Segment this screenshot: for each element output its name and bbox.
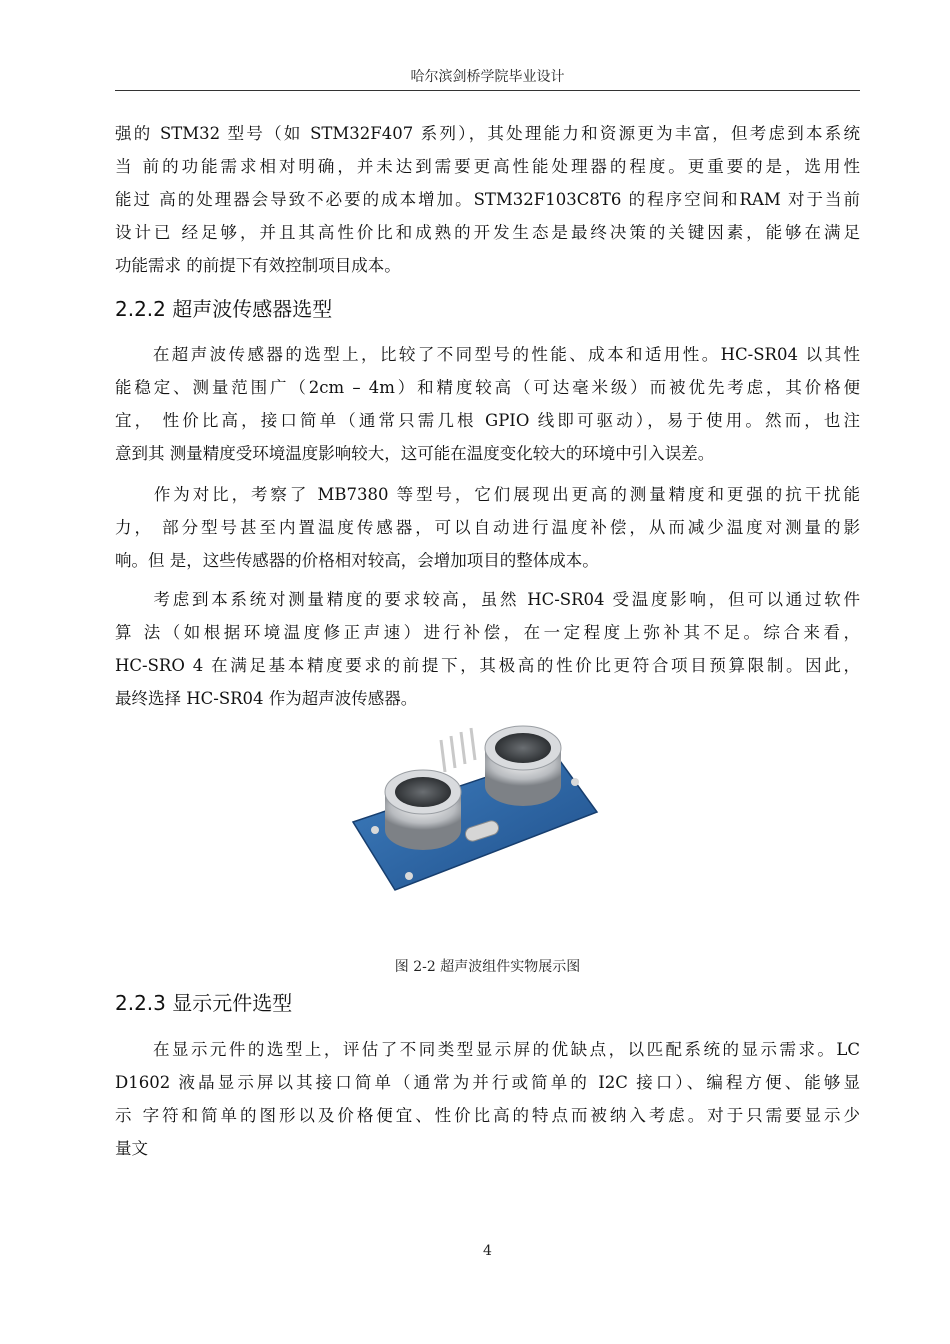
text-line: 量文: [115, 1139, 148, 1158]
figure-caption: 图 2-2 超声波组件实物展示图: [394, 959, 581, 975]
text-line: 功能需求 的前提下有效控制项目成本。: [115, 256, 401, 275]
text-line: 示 字符和简单的图形以及价格便宜、性价比高的特点而被纳入考虑。对于只需要显示少: [115, 1106, 860, 1125]
text-line: 最终选择 HC-SR04 作为超声波传感器。: [115, 689, 418, 708]
text-line: 宜， 性价比高，接口简单（通常只需几根 GPIO 线即可驱动），易于使用。然而，也注: [115, 411, 860, 430]
text-line: 设计已 经足够，并且其高性价比和成熟的开发生态是最终决策的关键因素，能够在满足: [115, 223, 860, 242]
page-number: 4: [483, 1243, 492, 1259]
paragraph-mb7380-compare: [115, 478, 860, 577]
text-line: 意到其 测量精度受环境温度影响较大，这可能在温度变化较大的环境中引入误差。: [115, 444, 715, 463]
ultrasonic-sensor-figure: [345, 712, 605, 902]
paragraph-display-selection: [115, 1033, 860, 1165]
text-line: 强的 STM32 型号（如 STM32F407 系列），其处理能力和资源更为丰富，但考虑到本系统: [115, 124, 860, 143]
text-line: 响。但 是，这些传感器的价格相对较高，会增加项目的整体成本。: [115, 551, 599, 570]
text-line: 力， 部分型号甚至内置温度传感器，可以自动进行温度补偿，从而减少温度对测量的影: [115, 518, 860, 537]
text-line: 能过 高的处理器会导致不必要的成本增加。STM32F103C8T6 的程序空间和RAM 对于当前: [115, 190, 860, 209]
section-heading-2-2-3: 2.2.3 显示元件选型: [115, 991, 293, 1015]
text-line: 算 法（如根据环境温度修正声速）进行补偿，在一定程度上弥补其不足。综合来看，: [115, 623, 860, 642]
header-pins: [441, 728, 475, 772]
hc-sr04-illustration: [345, 712, 605, 902]
text-line: 当 前的功能需求相对明确，并未达到需要更高性能处理器的程度。更重要的是，选用性: [115, 157, 860, 176]
text-line: D1602 液晶显示屏以其接口简单（通常为并行或简单的 I2C 接口）、编程方便、能够显: [115, 1073, 860, 1092]
text-line: 作为对比，考察了 MB7380 等型号，它们展现出更高的测量精度和更强的抗干扰能: [115, 485, 860, 504]
page-header: 哈尔滨剑桥学院毕业设计: [410, 69, 565, 85]
paragraph-hcsr04-intro: [115, 338, 860, 470]
text-line: 考虑到本系统对测量精度的要求较高，虽然 HC-SR04 受温度影响，但可以通过软件: [115, 590, 860, 609]
text-line: 在显示元件的选型上，评估了不同类型显示屏的优缺点，以匹配系统的显示需求。LC: [115, 1040, 860, 1059]
paragraph-stm32-comparison: [115, 117, 860, 282]
text-line: 能稳定、测量范围广（2cm – 4m）和精度较高（可达毫米级）而被优先考虑，其价格便: [115, 378, 860, 397]
text-line: 在超声波传感器的选型上，比较了不同型号的性能、成本和适用性。HC-SR04 以其性: [115, 345, 860, 364]
paragraph-final-choice: [115, 583, 860, 715]
section-heading-2-2-2: 2.2.2 超声波传感器选型: [115, 297, 333, 321]
header-divider: [115, 90, 860, 91]
text-line: HC-SRO 4 在满足基本精度要求的前提下，其极高的性价比更符合项目预算限制。因此，: [115, 656, 860, 675]
